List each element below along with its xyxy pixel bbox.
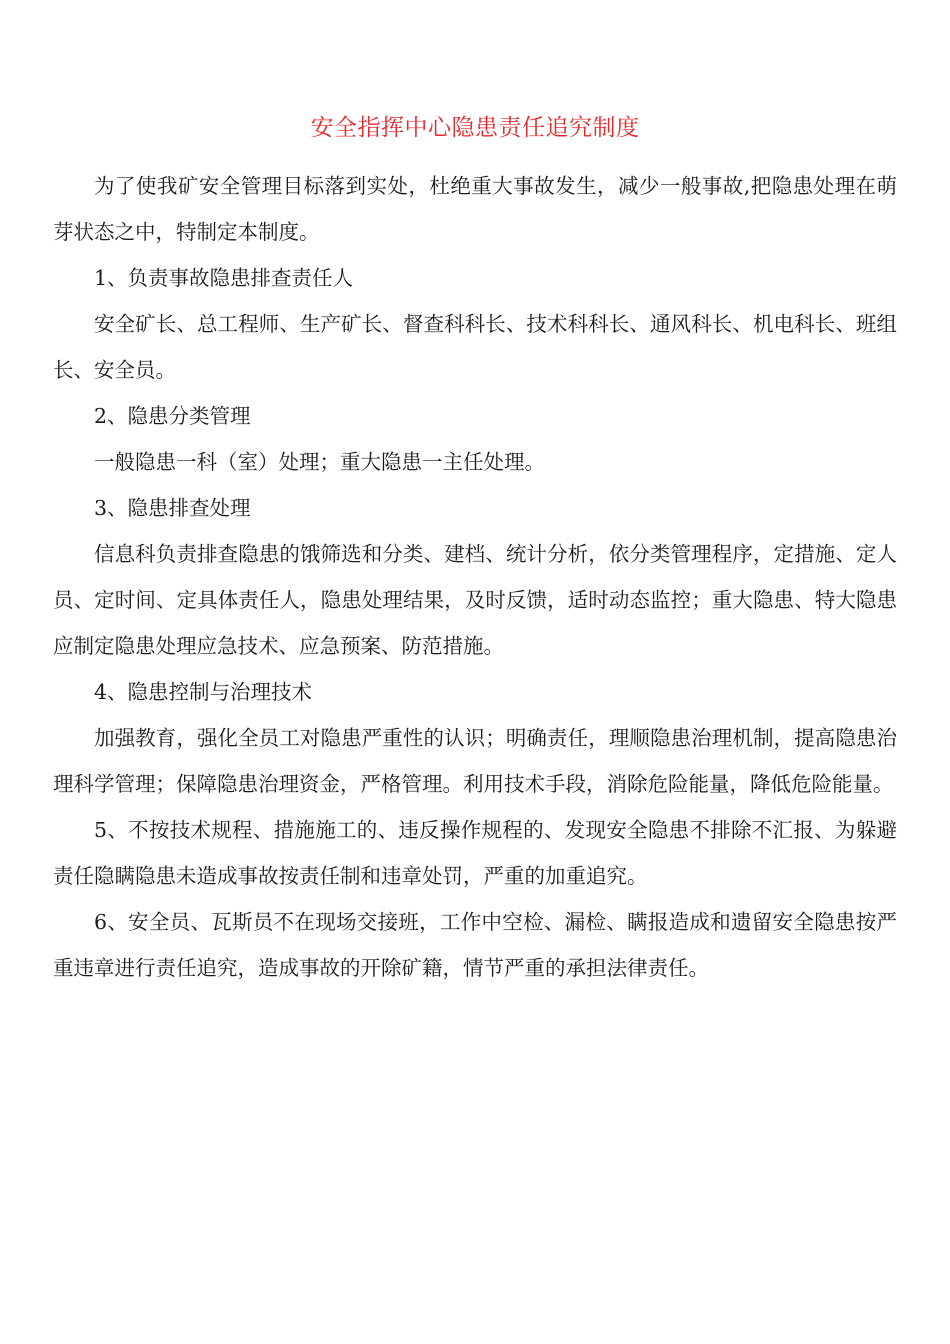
clause-6-paragraph: 6、安全员、瓦斯员不在现场交接班，工作中空检、漏检、瞒报造成和遗留安全隐患按严重违章进行责任追究，造成事故的开除矿籍，情节严重的承担法律责任。 <box>53 910 897 980</box>
section-heading-4: 4、隐患控制与治理技术 <box>94 680 313 704</box>
document-title: 安全指挥中心隐患责任追究制度 <box>310 115 640 141</box>
section-paragraph-4: 加强教育，强化全员工对隐患严重性的认识；明确责任，理顺隐患治理机制，提高隐患治理科学管理；保障隐患治理资金，严格管理。利用技术手段，消除危险能量，降低危险能量。 <box>53 726 897 796</box>
document-body <box>53 163 897 991</box>
section-paragraph-1: 安全矿长、总工程师、生产矿长、督查科科长、技术科科长、通风科长、机电科长、班组长、安全员。 <box>53 312 897 382</box>
section-heading-2: 2、隐患分类管理 <box>94 404 251 428</box>
clause-5-paragraph: 5、不按技术规程、措施施工的、违反操作规程的、发现安全隐患不排除不汇报、为躲避责任隐瞒隐患未造成事故按责任制和违章处罚，严重的加重追究。 <box>53 818 897 888</box>
section-paragraph-2: 一般隐患一科（室）处理；重大隐患一主任处理。 <box>94 450 545 474</box>
section-paragraph-3: 信息科负责排查隐患的饿筛选和分类、建档、统计分析，依分类管理程序，定措施、定人员、定时间、定具体责任人，隐患处理结果，及时反馈，适时动态监控；重大隐患、特大隐患应制定隐患处理应急技术、应急预案、防范措施。 <box>53 542 897 658</box>
section-heading-3: 3、隐患排查处理 <box>94 496 251 520</box>
section-heading-1: 1、负责事故隐患排查责任人 <box>94 266 354 290</box>
intro-paragraph: 为了使我矿安全管理目标落到实处，杜绝重大事故发生，减少一般事故,把隐患处理在萌芽状态之中，特制定本制度。 <box>53 174 897 244</box>
